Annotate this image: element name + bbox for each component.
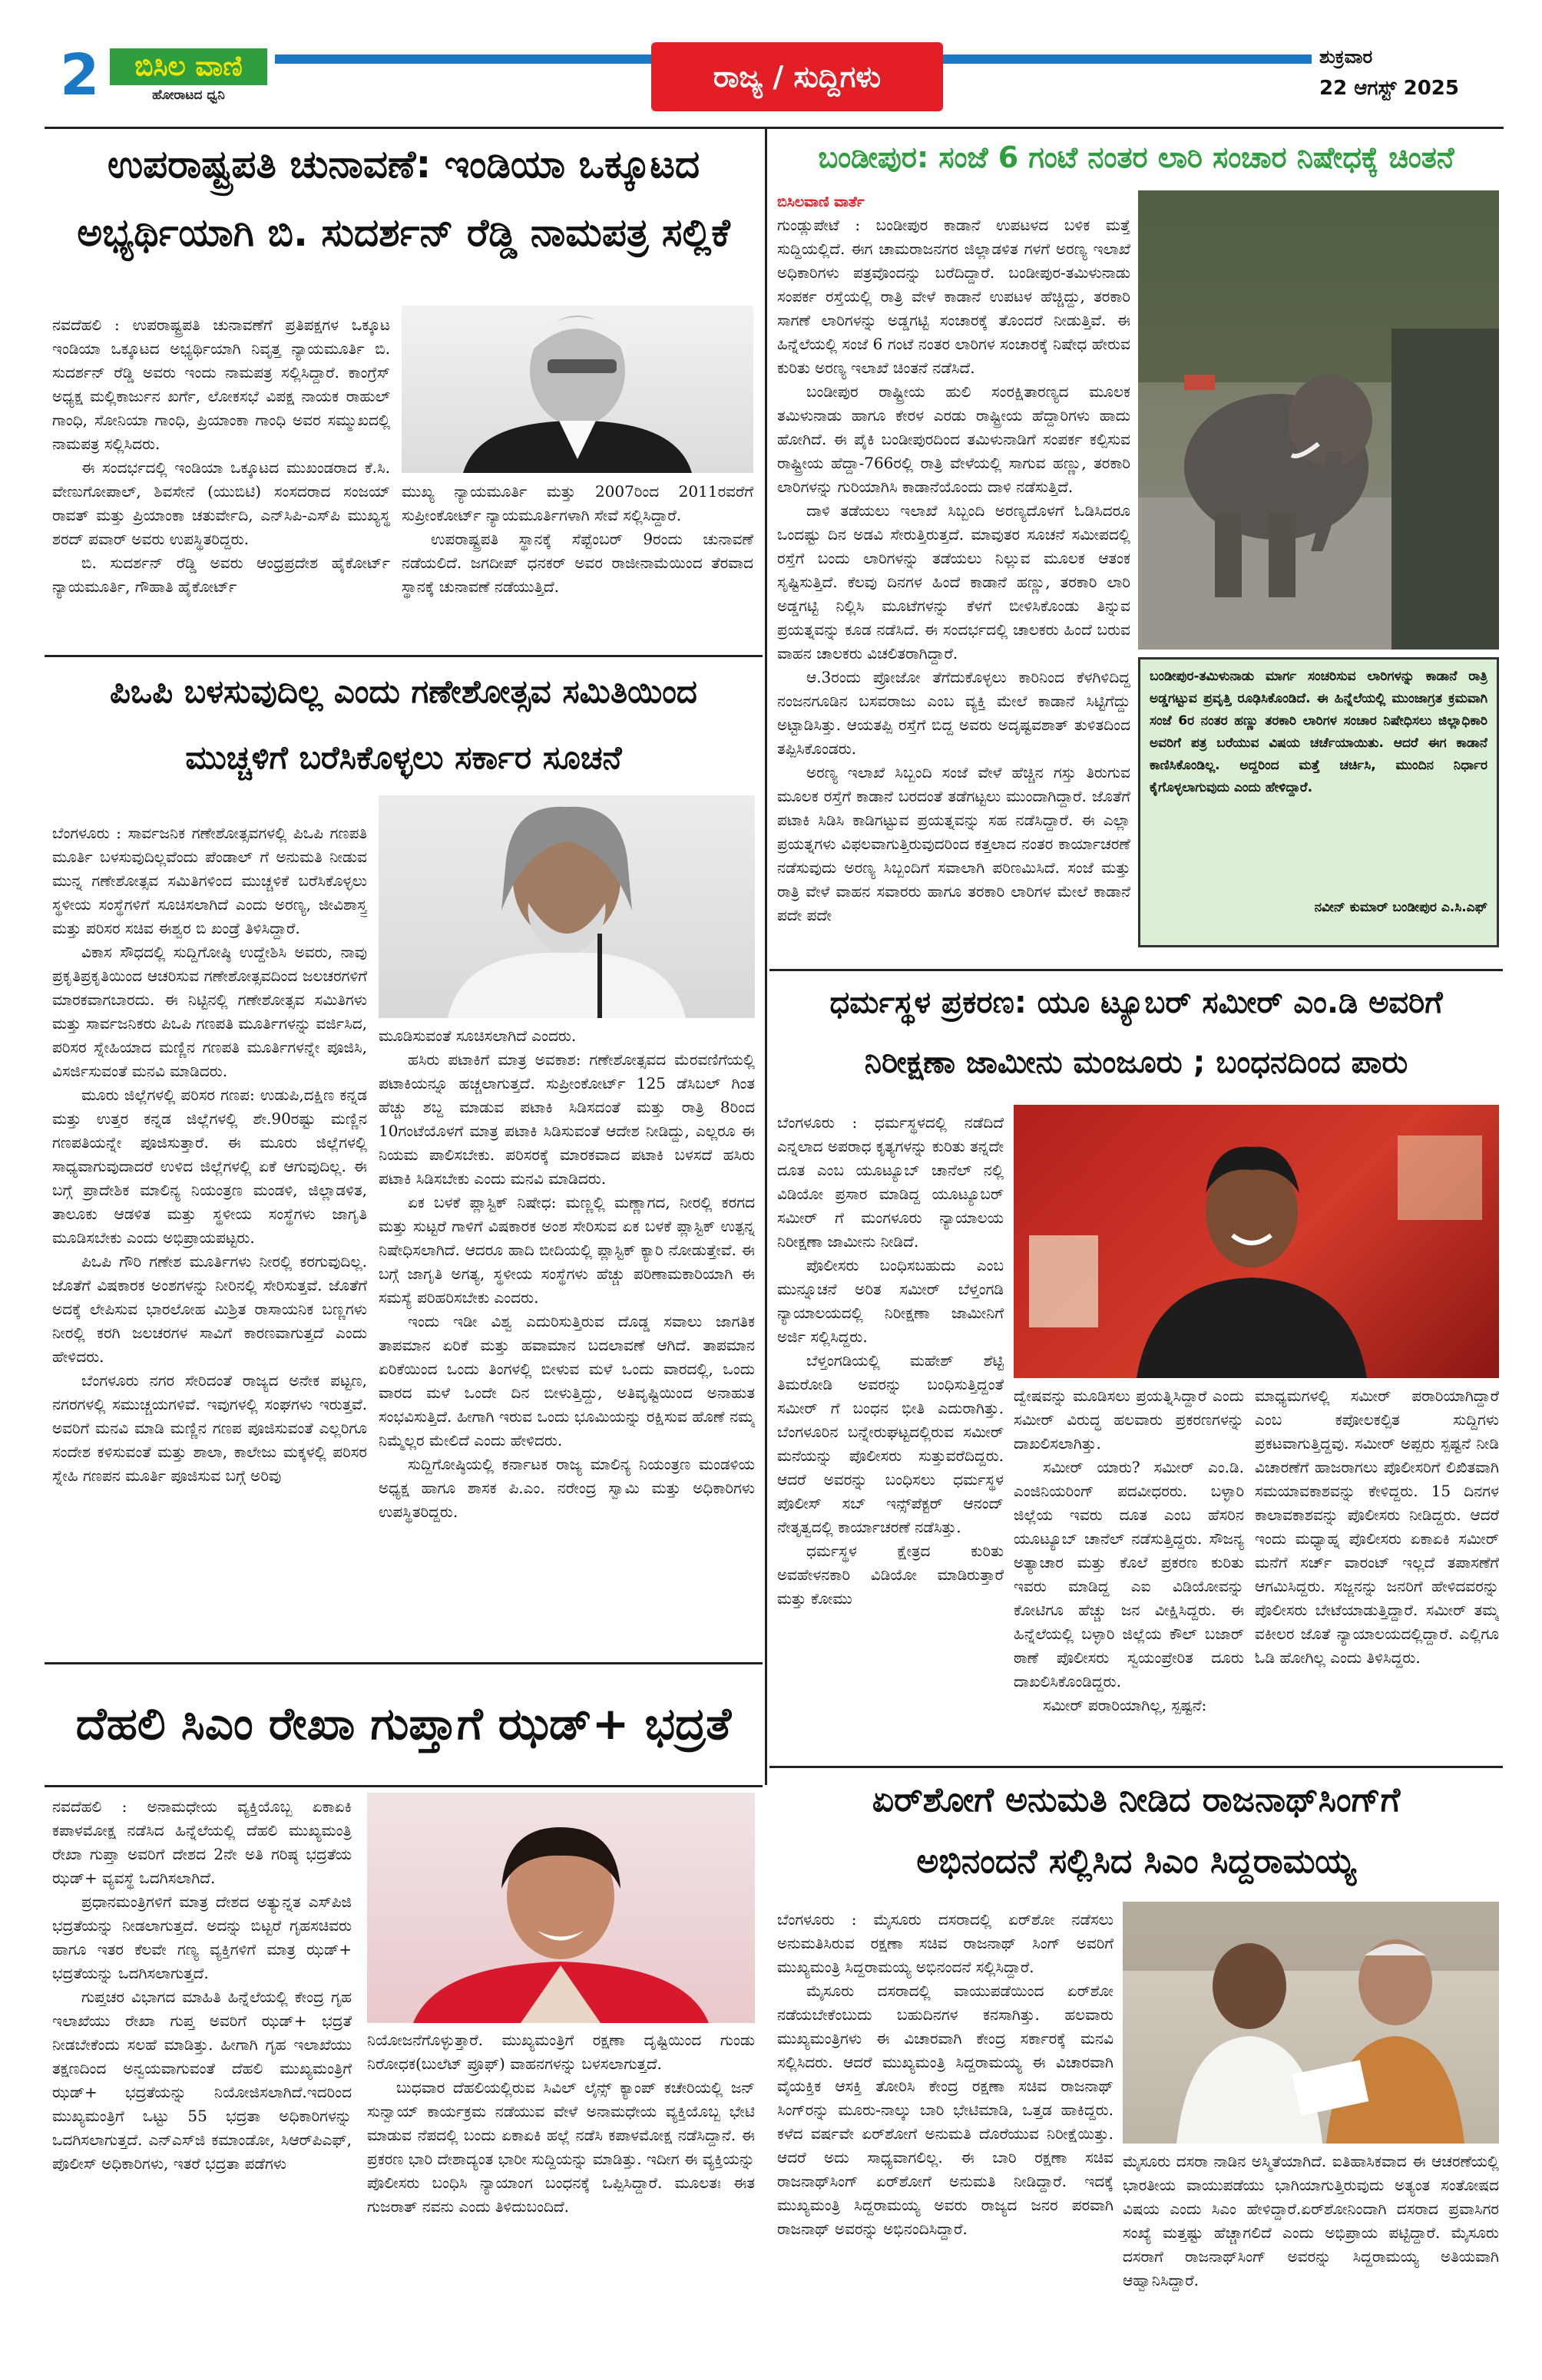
- paragraph: ಗುಂಡ್ಲುಪೇಟೆ : ಬಂಡೀಪುರ ಕಾಡಾನೆ ಉಪಟಳದ ಬಳಿಕ ಮತ್ತೆ ಸುದ್ದಿಯಲ್ಲಿದೆ. ಈಗ ಚಾಮರಾಜನಗರ ಜಿಲ್ಲಾಡಳಿತ ಗಳಗೆ ಅರಣ್ಯ ಇಲಾಖೆ ಅಧಿಕಾರಿಗಳು ಪತ್ರವೊಂದನ್ನು ಬರೆದಿದ್ದಾರೆ. ಬಂಡೀಪುರ-ತಮಿಳುನಾಡು ಸಂಪರ್ಕ ರಸ್ತೆಯಲ್ಲಿ ರಾತ್ರಿ ವೇಳೆ ಕಾಡಾನೆ ಉಪಟಳ ಹೆಚ್ಚಿದ್ದು, ತರಕಾರಿ ಸಾಗಣೆ ಲಾರಿಗಳನ್ನು ಅಡ್ಡಗಟ್ಟಿ ಸಂಚಾರಕ್ಕೆ ತೊಂದರೆ ನೀಡುತ್ತಿವೆ. ಈ ಹಿನ್ನೆಲೆಯಲ್ಲಿ ಸಂಜೆ 6 ಗಂಟೆ ನಂತರ ಲಾರಿಗಳ ಸಂಚಾರಕ್ಕೆ ನಿಷೇಧ ಹೇರುವ ಕುರಿತು ಅರಣ್ಯ ಇಲಾಖೆ ಚಿಂತನೆ ನಡೆಸಿದೆ.: [777, 216, 1130, 377]
- story-ganesha-body: [52, 821, 367, 1658]
- paragraph: ಮೈಸೂರು ದಸರಾ ನಾಡಿನ ಅಸ್ಮಿತೆಯಾಗಿದೆ. ಐತಿಹಾಸಿಕವಾದ ಈ ಆಚರಣೆಯಲ್ಲಿ ಭಾರತೀಯ ವಾಯುಪಡೆಯು ಭಾಗಿಯಾಗುತ್ತಿರುವುದು ಅತ್ಯಂತ ಸಂತೋಷದ ವಿಷಯ ಎಂದು ಸಿಎಂ ಹೇಳಿದ್ದಾರೆ.ಏರ್‌ಶೋನಿಂದಾಗಿ ದಸರಾದ ಪ್ರವಾಸಿಗರ ಸಂಖ್ಯೆ ಮತ್ತಷ್ಟು ಹೆಚ್ಚಾಗಲಿದೆ ಎಂದು ಅಭಿಪ್ರಾಯ ಪಟ್ಟಿದ್ದಾರೆ. ಮೈಸೂರು ದಸರಾಗೆ ರಾಜನಾಥ್‌ಸಿಂಗ್ ಅವರನ್ನು ಸಿದ್ದರಾಮಯ್ಯ ಅತಿಯವಾಗಿ ಆಹ್ವಾನಿಸಿದ್ದಾರೆ.: [1123, 2152, 1499, 2289]
- paragraph: ಮೂಡಿಸುವಂತೆ ಸೂಚಿಸಲಾಗಿದೆ ಎಂದರು.: [379, 1026, 577, 1045]
- paragraph: ನವದೆಹಲಿ : ಅನಾಮಧೇಯ ವ್ಯಕ್ತಿಯೊಬ್ಬ ಏಕಾಏಕಿ ಕಪಾಳಮೋಕ್ಷ ನಡೆಸಿದ ಹಿನ್ನೆಲೆಯಲ್ಲಿ ದೆಹಲಿ ಮುಖ್ಯಮಂತ್ರಿ ರೇಖಾ ಗುಪ್ತಾ ಅವರಿಗೆ ದೇಶದ 2ನೇ ಅತಿ ಗರಿಷ್ಠ ಭದ್ರತೆಯ ಝಡ್+ ವ್ಯವಸ್ಥೆ ಒದಗಿಸಲಾಗಿದೆ.: [52, 1797, 352, 1887]
- headline-bandipur: ಬಂಡೀಪುರ: ಸಂಜೆ 6 ಗಂಟೆ ನಂತರ ಲಾರಿ ಸಂಚಾರ ನಿಷೇಧಕ್ಕೆ ಚಿಂತನೆ: [818, 140, 1454, 174]
- story-vp-election: [45, 131, 763, 653]
- paragraph: ಸಮೀರ್ ಯಾರು? ಸಮೀರ್ ಎಂ.ಡಿ. ಎಂಜಿನಿಯರಿಂಗ್ ಪದವೀಧರರು. ಬಳ್ಳಾರಿ ಜಿಲ್ಲೆಯ ಇವರು ದೂತ ಎಂಬ ಹೆಸರಿನ ಯೂಟ್ಯೂಬ್ ಚಾನೆಲ್ ನಡೆಸುತ್ತಿದ್ದರು. ಸೌಜನ್ಯ ಅತ್ಯಾಚಾರ ಮತ್ತು ಕೊಲೆ ಪ್ರಕರಣ ಕುರಿತು ಇವರು ಮಾಡಿದ್ದ ಎಐ ವಿಡಿಯೋವನ್ನು ಕೋಟಿಗೂ ಹೆಚ್ಚು ಜನ ವೀಕ್ಷಿಸಿದ್ದರು. ಈ ಹಿನ್ನೆಲೆಯಲ್ಲಿ ಬಳ್ಳಾರಿ ಜಿಲ್ಲೆಯ ಕೌಲ್ ಬಜಾರ್ ಠಾಣೆ ಪೊಲೀಸರು ಸ್ವಯಂಪ್ರೇರಿತ ದೂರು ದಾಖಲಿಸಿಕೊಂಡಿದ್ದರು.: [1014, 1458, 1244, 1691]
- divider-h-left-2: [45, 1662, 763, 1664]
- photo-cm-meets-rajnath: [1123, 1902, 1499, 2144]
- story-vp-body: [52, 313, 390, 651]
- portrait-illustration: [367, 1793, 755, 2023]
- paragraph: ಸಮೀರ್ ಪರಾರಿಯಾಗಿಲ್ಲ, ಸ್ಪಷ್ಟನೆ:: [1043, 1696, 1207, 1714]
- story-ganesha-body-cont: [379, 1024, 755, 1658]
- elephant-illustration: [1138, 190, 1499, 650]
- story-dharmasthala-body: [777, 1111, 1004, 1760]
- story-ganesha-pop: [45, 659, 763, 1661]
- paragraph: ಬಿ. ಸುದರ್ಶನ್ ರೆಡ್ಡಿ ಅವರು ಆಂಧ್ರಪ್ರದೇಶ ಹೈಕೋರ್ಟ್ ನ್ಯಾಯಮೂರ್ತಿ, ಗೌಹಾತಿ ಹೈಕೋರ್ಟ್: [52, 554, 390, 596]
- headline-airshow-line2: ಅಭಿನಂದನೆ ಸಲ್ಲಿಸಿದ ಸಿಎಂ ಸಿದ್ದರಾಮಯ್ಯ: [916, 1842, 1356, 1881]
- paragraph: ಪ್ರಧಾನಮಂತ್ರಿಗಳಿಗೆ ಮಾತ್ರ ದೇಶದ ಅತ್ಯುನ್ನತ ಎಸ್‌ಪಿಜಿ ಭದ್ರತೆಯನ್ನು ನೀಡಲಾಗುತ್ತದೆ. ಅದನ್ನು ಬಿಟ್ಟರೆ ಗೃಹಸಚಿವರು ಹಾಗೂ ಇತರ ಕೆಲವೇ ಗಣ್ಯ ವ್ಯಕ್ತಿಗಳಿಗೆ ಮಾತ್ರ ಝಡ್+ ಭದ್ರತೆಯನ್ನು ಒದಗಿಸಲಾಗುತ್ತದೆ.: [52, 1892, 352, 1982]
- photo-rekha-gupta: [367, 1793, 755, 2023]
- headline-dharmasthala-line1: ಧರ್ಮಸ್ಥಳ ಪ್ರಕರಣ: ಯೂ ಟ್ಯೂಬರ್ ಸಮೀರ್ ಎಂ.ಡಿ ಅವರಿಗೆ: [829, 985, 1443, 1020]
- story-bandipur-tail: [1138, 950, 1499, 966]
- portrait-illustration: [402, 306, 753, 473]
- paragraph: ಆ.3ರಂದು ಪ್ರೋಜೋ ತೆಗೆದುಕೊಳ್ಳಲು ಕಾರಿನಿಂದ ಕೆಳಗಿಳಿದಿದ್ದ ನಂಜನಗೂಡಿನ ಬಸವರಾಜು ಎಂಬ ವ್ಯಕ್ತಿ ಮೇಲೆ ಕಾಡಾನೆ ಸಿಟ್ಟಿಗೆದ್ದು ಅಟ್ಟಾಡಿಸಿತ್ತು. ಆಯತಪ್ಪಿ ರಸ್ತೆಗೆ ಬಿದ್ದ ಅವರು ಅದೃಷ್ಟವಶಾತ್ ತುಳಿತದಿಂದ ತಪ್ಪಿಸಿಕೊಂಡರು.: [777, 668, 1130, 758]
- paragraph: ಹಸಿರು ಪಟಾಕಿಗೆ ಮಾತ್ರ ಅವಕಾಶ: ಗಣೇಶೋತ್ಸವದ ಮೆರವಣಿಗೆಯಲ್ಲಿ ಪಟಾಕಿಯನ್ನೂ ಹಚ್ಚಲಾಗುತ್ತದೆ. ಸುಪ್ರೀಂಕೋರ್ಟ್ 125 ಡೆಸಿಬಲ್ ಗಿಂತ ಹೆಚ್ಚು ಶಬ್ದ ಮಾಡುವ ಪಟಾಕಿ ಸಿಡಿಸದಂತೆ ಮತ್ತು ರಾತ್ರಿ 8ರಿಂದ 10ಗಂಟೆಯೊಳಗೆ ಮಾತ್ರ ಪಟಾಕಿ ಸಿಡಿಸುವಂತೆ ಆದೇಶ ನೀಡಿದ್ದು, ಎಲ್ಲರೂ ಈ ನಿಯಮ ಪಾಲಿಸಬೇಕು. ಪರಿಸರಕ್ಕೆ ಮಾರಕವಾದ ಪಟಾಕಿ ಬಳಸದೆ ಹಸಿರು ಪಟಾಕಿ ಸಿಡಿಸಬೇಕು ಎಂದು ಮನವಿ ಮಾಡಿದರು.: [379, 1050, 755, 1188]
- quote-box-text: ಬಂಡೀಪುರ-ತಮಿಳುನಾಡು ಮಾರ್ಗ ಸಂಚರಿಸುವ ಲಾರಿಗಳನ್ನು ಕಾಡಾನೆ ರಾತ್ರಿ ಅಡ್ಡಗಟ್ಟುವ ಪ್ರವೃತ್ತಿ ರೂಢಿಸಿಕೊಂಡಿದೆ. ಈ ಹಿನ್ನೆಲೆಯಲ್ಲಿ ಮುಂಜಾಗ್ರತ ಕ್ರಮವಾಗಿ ಸಂಜೆ 6ರ ನಂತರ ಹಣ್ಣು ತರಕಾರಿ ಲಾರಿಗಳ ಸಂಚಾರ ನಿಷೇಧಿಸಲು ಜಿಲ್ಲಾಧಿಕಾರಿ ಅವರಿಗೆ ಪತ್ರ ಬರೆಯುವ ವಿಷಯ ಚರ್ಚೆಯಾಯಿತು. ಆದರೆ ಈಗ ಕಾಡಾನೆ ಕಾಣಿಸಿಕೊಂಡಿಲ್ಲ. ಅದ್ದರಿಂದ ಮತ್ತೆ ಚರ್ಚಿಸಿ, ಮುಂದಿನ ನಿರ್ಧಾರ ಕೈಗೊಳ್ಳಲಾಗುವುದು ಎಂದು ಹೇಳಿದ್ದಾರೆ.: [1150, 669, 1487, 795]
- page-number: 2: [60, 42, 100, 108]
- photo-elephant-road: [1138, 190, 1499, 650]
- paragraph: ಬೆಂಗಳೂರು : ಧರ್ಮಸ್ಥಳದಲ್ಲಿ ನಡೆದಿದೆ ಎನ್ನಲಾದ ಅಪರಾಧ ಕೃತ್ಯಗಳನ್ನು ಕುರಿತು ತನ್ನದೇ ದೂತ ಎಂಬ ಯೂಟ್ಯೂಬ್ ಚಾನೆಲ್ ನಲ್ಲಿ ವಿಡಿಯೋ ಪ್ರಸಾರ ಮಾಡಿದ್ದ ಯೂಟ್ಯೂಬರ್ ಸಮೀರ್ ಗೆ ಮಂಗಳೂರು ನ್ಯಾಯಾಲಯ ನಿರೀಕ್ಷಣಾ ಜಾಮೀನು ನೀಡಿದೆ.: [777, 1113, 1004, 1251]
- masthead-date-box: [1312, 42, 1504, 108]
- section-title: ರಾಜ್ಯ / ಸುದ್ದಿಗಳು: [713, 60, 882, 94]
- paragraph: ಬೆಳ್ತಂಗಡಿಯಲ್ಲಿ ಮಹೇಶ್ ಶೆಟ್ಟಿ ತಿಮರೋಡಿ ಅವರನ್ನು ಬಂಧಿಸುತ್ತಿದ್ದಂತೆ ಸಮೀರ್ ಗೆ ಬಂಧನ ಭೀತಿ ಎದುರಾಗಿತ್ತು. ಬೆಂಗಳೂರಿನ ಬನ್ನೇರುಘಟ್ಟದಲ್ಲಿರುವ ಸಮೀರ್ ಮನೆಯನ್ನು ಪೊಲೀಸರು ಸುತ್ತುವರೆದಿದ್ದರು. ಆದರೆ ಅವರನ್ನು ಬಂಧಿಸಲು ಧರ್ಮಸ್ಥಳ ಪೊಲೀಸ್ ಸಬ್ ಇನ್ಸ್‌ಪೆಕ್ಟರ್ ಆನಂದ್ ನೇತೃತ್ವದಲ್ಲಿ ಕಾರ್ಯಾಚರಣೆ ನಡೆಸಿತ್ತು.: [777, 1351, 1004, 1536]
- story-rekha-body: [52, 1795, 352, 2355]
- meeting-illustration: [1123, 1902, 1499, 2144]
- paragraph: ಸುದ್ದಿಗೋಷ್ಠಿಯಲ್ಲಿ ಕರ್ನಾಟಕ ರಾಜ್ಯ ಮಾಲಿನ್ಯ ನಿಯಂತ್ರಣ ಮಂಡಳಿಯ ಅಧ್ಯಕ್ಷ ಹಾಗೂ ಶಾಸಕ ಪಿ.ಎಂ. ನರೇಂದ್ರ ಸ್ವಾಮಿ ಮತ್ತು ಅಧಿಕಾರಿಗಳು ಉಪಸ್ಥಿತರಿದ್ದರು.: [379, 1455, 755, 1521]
- paragraph: ಧರ್ಮಸ್ಥಳ ಕ್ಷೇತ್ರದ ಕುರಿತು ಅವಹೇಳನಕಾರಿ ವಿಡಿಯೋ ಮಾಡಿರುತ್ತಾರೆ ಮತ್ತು ಕೋಮು: [777, 1542, 1004, 1608]
- paragraph: ಬುಧವಾರ ದೆಹಲಿಯಲ್ಲಿರುವ ಸಿವಿಲ್ ಲೈನ್ಸ್ ಕ್ಯಾಂಪ್ ಕಚೇರಿಯಲ್ಲಿ ಜನ್ ಸುನ್ವಾಯ್ ಕಾರ್ಯಕ್ರಮ ನಡೆಯುವ ವೇಳೆ ಅನಾಮಧೇಯ ವ್ಯಕ್ತಿಯೊಬ್ಬ ಭೇಟಿ ಮಾಡುವ ನೆಪದಲ್ಲಿ ಬಂದು ಏಕಾಏಕಿ ಹಲ್ಲೆ ನಡೆಸಿ ಕಪಾಳಮೋಕ್ಷ ನಡೆಸಿದ್ದಾನೆ. ಈ ಪ್ರಕರಣ ಭಾರಿ ದೇಶಾದ್ಯಂತ ಭಾರೀ ಸುದ್ದಿಯನ್ನು ಮಾಡಿತ್ತು. ಇದೀಗ ಈ ವ್ಯಕ್ತಿಯನ್ನು ಪೊಲೀಸರು ಬಂಧಿಸಿ ನ್ಯಾಯಾಂಗ ಬಂಧನಕ್ಕೆ ಒಪ್ಪಿಸಿದ್ದಾರೆ. ಮೂಲತಃ ಈತ ಗುಜರಾತ್ ನವನು ಎಂದು ತಿಳಿದುಬಂದಿದೆ.: [367, 2078, 755, 2216]
- paragraph: ವಿಕಾಸ ಸೌಧದಲ್ಲಿ ಸುದ್ದಿಗೋಷ್ಠಿ ಉದ್ದೇಶಿಸಿ ಅವರು, ನಾವು ಪ್ರಕೃತಿಪ್ರಕೃತಿಯಿಂದ ಆಚರಿಸುವ ಗಣೇಶೋತ್ಸವದಿಂದ ಜಲಚರಗಳಿಗೆ ಮಾರಕವಾಗಬಾರದು. ಈ ನಿಟ್ಟಿನಲ್ಲಿ ಗಣೇಶೋತ್ಸವ ಸಮಿತಿಗಳು ಮತ್ತು ಸಾರ್ವಜನಿಕರು ಪಿಒಪಿ ಗಣಪತಿ ಮೂರ್ತಿಗಳನ್ನು ವರ್ಜಿಸಿದ, ಪರಿಸರ ಸ್ನೇಹಿಯಾದ ಮಣ್ಣಿನ ಗಣಪತಿ ಮೂರ್ತಿಗಳನ್ನೇ ಪೂಜಿಸಿ, ವಿಸರ್ಜಿಸುವಂತೆ ಮನವಿ ಮಾಡಿದರು.: [52, 943, 367, 1080]
- paragraph: ಬೆಂಗಳೂರು : ಸಾರ್ವಜನಿಕ ಗಣೇಶೋತ್ಸವಗಳಲ್ಲಿ ಪಿಒಪಿ ಗಣಪತಿ ಮೂರ್ತಿ ಬಳಸುವುದಿಲ್ಲವೆಂದು ಪೆಂಡಾಲ್ ಗೆ ಅನುಮತಿ ನೀಡುವ ಮುನ್ನ ಗಣೇಶೋತ್ಸವ ಸಮಿತಿಗಳಿಂದ ಮುಚ್ಚಳಿಕೆ ಬರೆಸಿಕೊಳ್ಳಲು ಸ್ಥಳೀಯ ಸಂಸ್ಥೆಗಳಿಗೆ ಸೂಚಿಸಲಾಗಿದೆ ಎಂದು ಅರಣ್ಯ, ಜೀವಿಶಾಸ್ತ್ರ ಮತ್ತು ಪರಿಸರ ಸಚಿವ ಈಶ್ವರ ಬಿ ಖಂಡ್ರೆ ತಿಳಿಸಿದ್ದಾರೆ.: [52, 824, 367, 937]
- headline-vp-line1: ಉಪರಾಷ್ಟ್ರಪತಿ ಚುನಾವಣೆ: ಇಂಡಿಯಾ ಒಕ್ಕೂಟದ: [107, 142, 700, 187]
- story-dharmasthala-body-cont2: [1255, 1384, 1499, 1760]
- paragraph: ಬಂಡೀಪುರ ರಾಷ್ಟ್ರೀಯ ಹುಲಿ ಸಂರಕ್ಷಿತಾರಣ್ಯದ ಮೂಲಕ ತಮಿಳುನಾಡು ಹಾಗೂ ಕೇರಳ ಎರಡು ರಾಷ್ಟ್ರೀಯ ಹೆದ್ದಾರಿಗಳು ಹಾದು ಹೋಗಿದೆ. ಈ ಪೈಕಿ ಬಂಡೀಪುರದಿಂದ ತಮಿಳುನಾಡಿಗೆ ಸಂಪರ್ಕ ಕಲ್ಪಿಸುವ ರಾಷ್ಟ್ರೀಯ ಹೆದ್ದಾ-766ರಲ್ಲಿ ರಾತ್ರಿ ವೇಳೆಯಲ್ಲಿ ಸಾಗುವ ಹಣ್ಣು, ತರಕಾರಿ ಲಾರಿಗಳನ್ನು ಗುರಿಯಾಗಿಸಿ ಕಾಡಾನೆಯೊಂದು ದಾಳಿ ನಡೆಸುತ್ತಿದೆ.: [777, 382, 1130, 496]
- photo-sameer-md: [1014, 1105, 1499, 1378]
- portrait-illustration: [379, 795, 755, 1018]
- divider-h-left-1: [45, 655, 763, 657]
- paragraph: ಏಕ ಬಳಕೆ ಪ್ಲಾಸ್ಟಿಕ್ ನಿಷೇಧ: ಮಣ್ಣಲ್ಲಿ ಮಣ್ಣಾಗದ, ನೀರಲ್ಲಿ ಕರಗದ ಮತ್ತು ಸುಟ್ಟರೆ ಗಾಳಿಗೆ ವಿಷಕಾರಕ ಅಂಶ ಸೇರಿಸುವ ಏಕ ಬಳಕೆ ಪ್ಲಾಸ್ಟಿಕ್ ಉತ್ಪನ್ನ ನಿಷೇಧಿಸಲಾಗಿದೆ. ಆದರೂ ಹಾದಿ ಬೀದಿಯಲ್ಲಿ ಪ್ಲಾಸ್ಟಿಕ್ ಕ್ಯಾರಿ ನೋಡುತ್ತೇವೆ. ಈ ಬಗ್ಗೆ ಜಾಗೃತಿ ಅಗತ್ಯ, ಸ್ಥಳೀಯ ಸಂಸ್ಥೆಗಳು ಹೆಚ್ಚು ಪರಿಣಾಮಕಾರಿಯಾಗಿ ಈ ಸಮಸ್ಯೆ ಪರಿಹರಿಸಬೇಕು ಎಂದರು.: [379, 1193, 755, 1307]
- divider-vertical-center: [765, 129, 767, 1785]
- story-airshow-body-cont: [1123, 2150, 1499, 2359]
- story-dharmasthala-body-cont: [1014, 1384, 1244, 1760]
- portrait-illustration: [1014, 1105, 1499, 1378]
- paragraph: ಮೂರು ಜಿಲ್ಲೆಗಳಲ್ಲಿ ಪರಿಸರ ಗಣಪ: ಉಡುಪಿ,ದಕ್ಷಿಣ ಕನ್ನಡ ಮತ್ತು ಉತ್ತರ ಕನ್ನಡ ಜಿಲ್ಲೆಗಳಲ್ಲಿ ಶೇ.90ರಷ್ಟು ಮಣ್ಣಿನ ಗಣಪತಿಯನ್ನೇ ಪೂಜಿಸುತ್ತಾರೆ. ಈ ಮೂರು ಜಿಲ್ಲೆಗಳಲ್ಲಿ ಸಾಧ್ಯವಾಗುವುದಾದರೆ ಉಳಿದ ಜಿಲ್ಲೆಗಳಲ್ಲಿ ಏಕೆ ಆಗುವುದಿಲ್ಲ. ಈ ಬಗ್ಗೆ ಪ್ರಾದೇಶಿಕ ಮಾಲಿನ್ಯ ನಿಯಂತ್ರಣ ಮಂಡಳಿ, ಜಿಲ್ಲಾಡಳಿತ, ತಾಲೂಕು ಆಡಳಿತ ಮತ್ತು ಸ್ಥಳೀಯ ಸಂಸ್ಥೆಗಳು ಜಾಗೃತಿ ಮೂಡಿಸಬೇಕು ಎಂದು ಅಭಿಪ್ರಾಯಪಟ್ಟರು.: [52, 1086, 367, 1247]
- story-bandipur-body: [777, 213, 1130, 966]
- divider-h-right-2: [769, 1766, 1503, 1768]
- headline-airshow-line1: ಏರ್‌ಶೋಗೆ ಅನುಮತಿ ನೀಡಿದ ರಾಜನಾಥ್‌ಸಿಂಗ್‌ಗೆ: [872, 1780, 1401, 1820]
- paragraph: ಪಿಒಪಿ ಗೌರಿ ಗಣೇಶ ಮೂರ್ತಿಗಳು ನೀರಲ್ಲಿ ಕರಗುವುದಿಲ್ಲ. ಜೊತೆಗೆ ವಿಷಕಾರಕ ಅಂಶಗಳನ್ನು ನೀರಿನಲ್ಲಿ ಸೇರಿಸುತ್ತವೆ. ಜೊತೆಗೆ ಅದಕ್ಕೆ ಲೇಪಿಸುವ ಭಾರಲೋಹ ಮಿಶ್ರಿತ ರಾಸಾಯನಿಕ ಬಣ್ಣಗಳು ನೀರಲ್ಲಿ ಕರಗಿ ಜಲಚರಗಳ ಸಾವಿಗೆ ಕಾರಣವಾಗುತ್ತದೆ ಎಂದು ಹೇಳಿದರು.: [52, 1252, 367, 1366]
- paragraph: ಬೆಂಗಳೂರು : ಮೈಸೂರು ದಸರಾದಲ್ಲಿ ಏರ್‌ಶೋ ನಡೆಸಲು ಅನುಮತಿಸಿರುವ ರಕ್ಷಣಾ ಸಚಿವ ರಾಜನಾಥ್ ಸಿಂಗ್ ಅವರಿಗೆ ಮುಖ್ಯಮಂತ್ರಿ ಸಿದ್ದರಾಮಯ್ಯ ಅಭಿನಂದನೆ ಸಲ್ಲಿಸಿದ್ದಾರೆ.: [777, 1910, 1113, 1976]
- headline-vp-line2: ಅಭ್ಯರ್ಥಿಯಾಗಿ ಬಿ. ಸುದರ್ಶನ್ ರೆಡ್ಡಿ ನಾಮಪತ್ರ ಸಲ್ಲಿಕೆ: [77, 210, 730, 255]
- paragraph: ನವದೆಹಲಿ : ಉಪರಾಷ್ಟ್ರಪತಿ ಚುನಾವಣೆಗೆ ಪ್ರತಿಪಕ್ಷಗಳ ಒಕ್ಕೂಟ ಇಂಡಿಯಾ ಒಕ್ಕೂಟದ ಅಭ್ಯರ್ಥಿಯಾಗಿ ನಿವೃತ್ತ ನ್ಯಾಯಮೂರ್ತಿ ಬಿ. ಸುದರ್ಶನ್ ರೆಡ್ಡಿ ಅವರು ಇಂದು ನಾಮಪತ್ರ ಸಲ್ಲಿಸಿದ್ದಾರೆ. ಕಾಂಗ್ರೆಸ್ ಅಧ್ಯಕ್ಷ ಮಲ್ಲಿಕಾರ್ಜುನ ಖರ್ಗೆ, ಲೋಕಸಭೆ ವಿಪಕ್ಷ ನಾಯಕ ರಾಹುಲ್ ಗಾಂಧಿ, ಸೋನಿಯಾ ಗಾಂಧಿ, ಪ್ರಿಯಾಂಕಾ ಗಾಂಧಿ ಅವರ ಸಮ್ಮುಖದಲ್ಲಿ ನಾಮಪತ್ರ ಸಲ್ಲಿಸಿದರು.: [52, 316, 390, 453]
- story-airshow: [769, 1770, 1503, 2361]
- quote-box-acf: [1138, 657, 1499, 947]
- paragraph: ಮೈಸೂರು ದಸರಾದಲ್ಲಿ ವಾಯುಪಡೆಯಿಂದ ಏರ್‌ಶೋ ನಡೆಯಬೇಕೆಂಬುದು ಬಹುದಿನಗಳ ಕನಸಾಗಿತ್ತು. ಹಲವಾರು ಮುಖ್ಯಮಂತ್ರಿಗಳು ಈ ವಿಚಾರವಾಗಿ ಕೇಂದ್ರ ಸರ್ಕಾರಕ್ಕೆ ಮನವಿ ಸಲ್ಲಿಸಿದರು. ಆದರೆ ಮುಖ್ಯಮಂತ್ರಿ ಸಿದ್ದರಾಮಯ್ಯ ಈ ವಿಚಾರವಾಗಿ ವೈಯಕ್ತಿಕ ಆಸಕ್ತಿ ತೋರಿಸಿ ಕೇಂದ್ರ ರಕ್ಷಣಾ ಸಚಿವ ರಾಜನಾಥ್ ಸಿಂಗ್‌ರನ್ನು ಮೂರು-ನಾಲ್ಕು ಬಾರಿ ಭೇಟಿಮಾಡಿ, ಒತ್ತಡ ಹಾಕಿದ್ದರು. ಕಳೆದ ವರ್ಷವೇ ಏರ್‌ಶೋಗೆ ಅನುಮತಿ ದೊರೆಯುವ ನಿರೀಕ್ಷೆಯಿತ್ತು. ಆದರೆ ಅದು ಸಾಧ್ಯವಾಗಲಿಲ್ಲ. ಈ ಬಾರಿ ರಕ್ಷಣಾ ಸಚಿವ ರಾಜನಾಥ್‌ಸಿಂಗ್ ಏರ್‌ಶೋಗೆ ಅನುಮತಿ ನೀಡಿದ್ದಾರೆ. ಇದಕ್ಕೆ ಮುಖ್ಯಮಂತ್ರಿ ಸಿದ್ದರಾಮಯ್ಯ ಅವರು ರಾಜ್ಯದ ಜನರ ಪರವಾಗಿ ರಾಜನಾಥ್ ಅವರನ್ನು ಅಭಿನಂದಿಸಿದ್ದಾರೆ.: [777, 1982, 1113, 2238]
- story-dharmasthala: [769, 973, 1503, 1764]
- story-airshow-body: [777, 1908, 1113, 2359]
- paragraph: ಬೆಂಗಳೂರು ನಗರ ಸೇರಿದಂತೆ ರಾಜ್ಯದ ಅನೇಕ ಪಟ್ಟಣ, ನಗರಗಳಲ್ಲಿ ಸಮುಚ್ಚಯಗಳಿವೆ. ಇವುಗಳಲ್ಲಿ ಸಂಘಗಳು ಇರುತ್ತವೆ. ಅವರಿಗೆ ಮನವಿ ಮಾಡಿ ಮಣ್ಣಿನ ಗಣಪ ಪೂಜಿಸುವಂತೆ ಎಲ್ಲರಿಗೂ ಸಂದೇಶ ಕಳಿಸುವಂತೆ ಮತ್ತು ಶಾಲಾ, ಕಾಲೇಜು ಮಕ್ಕಳಲ್ಲಿ ಪರಿಸರ ಸ್ನೇಹಿ ಗಣಪನ ಮೂರ್ತಿ ಪೂಜಿಸುವ ಬಗ್ಗೆ ಅರಿವು: [52, 1371, 367, 1485]
- section-banner: [651, 42, 943, 111]
- headline-ganesha-line1: ಪಿಒಪಿ ಬಳಸುವುದಿಲ್ಲ ಎಂದು ಗಣೇಶೋತ್ಸವ ಸಮಿತಿಯಿಂದ: [110, 673, 697, 710]
- paragraph: ಈ ಸಂದರ್ಭದಲ್ಲಿ ಇಂಡಿಯಾ ಒಕ್ಕೂಟದ ಮುಖಂಡರಾದ ಕೆ.ಸಿ. ವೇಣುಗೋಪಾಲ್, ಶಿವಸೇನೆ (ಯುಬಿಟಿ) ಸಂಸದರಾದ ಸಂಜಯ್ ರಾವತ್ ಮತ್ತು ಪ್ರಿಯಾಂಕಾ ಚತುರ್ವೇದಿ, ಎನ್‌ಸಿಪಿ-ಎಸ್‌ಪಿ ಮುಖ್ಯಸ್ಥ ಶರದ್ ಪವಾರ್ ಅವರು ಉಪಸ್ಥಿತರಿದ್ದರು.: [52, 458, 390, 548]
- divider-h-right-1: [769, 969, 1503, 971]
- paragraph: ಉಪರಾಷ್ಟ್ರಪತಿ ಸ್ಥಾನಕ್ಕೆ ಸೆಪ್ಟೆಂಬರ್ 9ರಂದು ಚುನಾವಣೆ ನಡೆಯಲಿದೆ. ಜಗದೀಪ್ ಧನಕರ್ ಅವರ ರಾಜೀನಾಮೆಯಿಂದ ತೆರವಾದ ಸ್ಥಾನಕ್ಕೆ ಚುನಾವಣೆ ನಡೆಯುತ್ತಿದೆ.: [402, 530, 753, 596]
- paragraph: ಮಾಧ್ಯಮಗಳಲ್ಲಿ ಸಮೀರ್ ಪರಾರಿಯಾಗಿದ್ದಾರೆ ಎಂಬ ಕಪೋಲಕಲ್ಪಿತ ಸುದ್ದಿಗಳು ಪ್ರಕಟವಾಗುತ್ತಿದ್ದವು. ಸಮೀರ್ ಅಪ್ಪರು ಸ್ಪಷ್ಟನೆ ನೀಡಿ ವಿಚಾರಣೆಗೆ ಹಾಜರಾಗಲು ಪೊಲೀಸರಿಗೆ ಲಿಖಿತವಾಗಿ ಸಮಯಾವಕಾಶವನ್ನು ಕೇಳಿದ್ದರು. 15 ದಿನಗಳ ಕಾಲಾವಕಾಶವನ್ನು ಪೊಲೀಸರು ನೀಡಿದ್ದರು. ಆದರೆ ಇಂದು ಮಧ್ಯಾಹ್ನ ಪೊಲೀಸರು ಏಕಾಏಕಿ ಸಮೀರ್ ಮನೆಗೆ ಸರ್ಚ್ ವಾರಂಟ್ ಇಲ್ಲದೆ ತಪಾಸಣೆಗೆ ಆಗಮಿಸಿದ್ದರು. ಸಜ್ಜನನ್ನು ಜನರಿಗೆ ಹೇಳಿದವರನ್ನು ಪೊಲೀಸರು ಬೇಟೆಯಾಡುತ್ತಿದ್ದಾರೆ. ಸಮೀರ್ ತಮ್ಮ ವಕೀಲರ ಜೊತೆ ನ್ಯಾಯಾಲಯದಲ್ಲಿದ್ದಾರೆ. ಎಲ್ಲಿಗೂ ಓಡಿ ಹೋಗಿಲ್ಲ ಎಂದು ತಿಳಿಸಿದ್ದರು.: [1255, 1387, 1499, 1667]
- story-vp-body-cont: [402, 480, 753, 653]
- masthead: [45, 42, 1504, 115]
- divider-top: [45, 127, 1504, 129]
- photo-sudershan-reddy: [402, 306, 753, 473]
- paper-tagline: ಹೋರಾಟದ ಧ್ವನಿ: [152, 88, 225, 103]
- issue-day: ಶುಕ್ರವಾರ: [1319, 46, 1373, 68]
- story-bandipur: [769, 131, 1503, 967]
- headline-rekha-gupta: ದೆಹಲಿ ಸಿಎಂ ರೇಖಾ ಗುಪ್ತಾಗೆ ಝಡ್+ ಭದ್ರತೆ: [75, 1697, 732, 1750]
- paragraph: ಗುಪ್ತಚರ ವಿಭಾಗದ ಮಾಹಿತಿ ಹಿನ್ನೆಲೆಯಲ್ಲಿ ಕೇಂದ್ರ ಗೃಹ ಇಲಾಖೆಯು ರೇಖಾ ಗುಪ್ತ ಅವರಿಗೆ ಝಡ್+ ಭದ್ರತೆ ನೀಡಬೇಕೆಂದು ಸಲಹೆ ಮಾಡಿತ್ತು. ಹೀಗಾಗಿ ಗೃಹ ಇಲಾಖೆಯು ತಕ್ಷಣದಿಂದ ಅನ್ವಯವಾಗುವಂತೆ ದೆಹಲಿ ಮುಖ್ಯಮಂತ್ರಿಗೆ ಝಡ್+ ಭದ್ರತೆಯನ್ನು ನಿಯೋಜಿಸಲಾಗಿದೆ.ಇದರಿಂದ ಮುಖ್ಯಮಂತ್ರಿಗೆ ಒಟ್ಟು 55 ಭದ್ರತಾ ಅಧಿಕಾರಿಗಳನ್ನು ಒದಗಿಸಲಾಗುತ್ತದೆ. ಎನ್‌ಎಸ್‌ಜಿ ಕಮಾಂಡೋ, ಸಿಆರ್‌ಪಿಎಫ್, ಪೊಲೀಸ್ ಅಧಿಕಾರಿಗಳು, ಇತರೆ ಭದ್ರತಾ ಪಡೆಗಳು: [52, 1988, 352, 2173]
- story-rekha-gupta: [45, 1666, 763, 2357]
- byline-bandipur: ಬಿಸಿಲವಾಣಿ ವಾರ್ತೆ: [777, 193, 865, 210]
- photo-eshwar-khandre: [379, 795, 755, 1018]
- paper-name: ಬಿಸಿಲ ವಾಣಿ: [110, 48, 267, 85]
- story-rekha-body-cont: [367, 2028, 755, 2355]
- paragraph: [1138, 950, 1499, 951]
- paragraph: ಮುಖ್ಯ ನ್ಯಾಯಮೂರ್ತಿ ಮತ್ತು 2007ರಿಂದ 2011ರವರೆಗೆ ಸುಪ್ರೀಂಕೋರ್ಟ್ ನ್ಯಾಯಮೂರ್ತಿಗಳಾಗಿ ಸೇವೆ ಸಲ್ಲಿಸಿದ್ದಾರೆ.: [402, 482, 753, 524]
- paragraph: ದಾಳಿ ತಡೆಯಲು ಇಲಾಖೆ ಸಿಬ್ಬಂದಿ ಅರಣ್ಯದೊಳಗೆ ಓಡಿಸಿದರೂ ಒಂದಷ್ಟು ದಿನ ಅಡವಿ ಸೇರುತ್ತಿರುತ್ತದೆ. ಮಾವುತರ ಸೂಚನೆ ಸಮೀಪದಲ್ಲಿ ರಸ್ತೆಗೆ ಬಂದು ಲಾರಿಗಳನ್ನು ತಡೆಯಲು ನಿಲ್ಲುವ ಮೂಲಕ ಆತಂಕ ಸೃಷ್ಟಿಸುತ್ತಿದೆ. ಕೆಲವು ದಿನಗಳ ಹಿಂದೆ ಕಾಡಾನೆ ಹಣ್ಣು, ತರಕಾರಿ ಲಾರಿ ಅಡ್ಡಗಟ್ಟಿ ನಿಲ್ಲಿಸಿ ಮೂಟೆಗಳನ್ನು ಕೆಳಗೆ ಬೀಳಿಸಿಕೊಂಡು ತಿನ್ನುವ ಪ್ರಯತ್ನವನ್ನು ಕೂಡ ನಡೆಸಿದೆ. ಈ ಸಂದರ್ಭದಲ್ಲಿ ಚಾಲಕರು ಹಿಂದೆ ಬರುವ ವಾಹನ ಚಾಲಕರು ವಿಚಲಿತರಾಗಿದ್ದಾರೆ.: [777, 501, 1130, 663]
- paragraph: ಅರಣ್ಯ ಇಲಾಖೆ ಸಿಬ್ಬಂದಿ ಸಂಜೆ ವೇಳೆ ಹೆಚ್ಚಿನ ಗಸ್ತು ತಿರುಗುವ ಮೂಲಕ ರಸ್ತೆಗೆ ಕಾಡಾನೆ ಬರದಂತೆ ತಡೆಗಟ್ಟಲು ಮುಂದಾಗಿದ್ದಾರೆ. ಜೊತೆಗೆ ಪಟಾಕಿ ಸಿಡಿಸಿ ಕಾಡಿಗಟ್ಟುವ ಪ್ರಯತ್ನವನ್ನು ಸಹ ನಡೆಸಿದ್ದಾರೆ. ಈ ಎಲ್ಲಾ ಪ್ರಯತ್ನಗಳು ವಿಫಲವಾಗುತ್ತಿರುವುದರಿಂದ ಕತ್ತಲಾದ ನಂತರ ಕಾರ್ಯಾಚರಣೆ ನಡೆಸುವುದು ಅರಣ್ಯ ಸಿಬ್ಬಂದಿಗೆ ಸವಾಲಾಗಿ ಪರಿಣಮಿಸಿದೆ. ಸಂಜೆ ಮತ್ತು ರಾತ್ರಿ ವೇಳೆ ವಾಹನ ಸವಾರರು ಹಾಗೂ ತರಕಾರಿ ಲಾರಿಗಳ ಮೇಲೆ ಕಾಡಾನೆ ಪದೇ ಪದೇ: [777, 763, 1130, 924]
- paragraph: ನಿಯೋಜನೆಗೊಳ್ಳುತ್ತಾರೆ. ಮುಖ್ಯಮಂತ್ರಿಗೆ ರಕ್ಷಣಾ ದೃಷ್ಟಿಯಿಂದ ಗುಂಡು ನಿರೋಧಕ(ಬುಲೆಟ್ ಪ್ರೂಫ್) ವಾಹನಗಳನ್ನು ಬಳಸಲಾಗುತ್ತದೆ.: [367, 2031, 755, 2073]
- paragraph: ದ್ವೇಷವನ್ನು ಮೂಡಿಸಲು ಪ್ರಯತ್ನಿಸಿದ್ದಾರೆ ಎಂದು ಸಮೀರ್ ವಿರುದ್ಧ ಹಲವಾರು ಪ್ರಕರಣಗಳನ್ನು ದಾಖಲಿಸಲಾಗಿತ್ತು.: [1014, 1387, 1244, 1453]
- headline-dharmasthala-line2: ನಿರೀಕ್ಷಣಾ ಜಾಮೀನು ಮಂಜೂರು ; ಬಂಧನದಿಂದ ಪಾರು: [864, 1045, 1408, 1080]
- quote-box-signature: ನವೀನ್ ಕುಮಾರ್ ಬಂಡೀಪುರ ಎ.ಸಿ.ಎಫ್: [1314, 900, 1487, 915]
- paragraph: ಇಂದು ಇಡೀ ವಿಶ್ವ ಎದುರಿಸುತ್ತಿರುವ ದೊಡ್ಡ ಸವಾಲು ಜಾಗತಿಕ ತಾಪಮಾನ ಏರಿಕೆ ಮತ್ತು ಹವಾಮಾನ ಬದಲಾವಣೆ ಆಗಿದೆ. ತಾಪಮಾನ ಏರಿಕೆಯಿಂದ ಒಂದು ತಿಂಗಳಲ್ಲಿ ಬೀಳುವ ಮಳೆ ಒಂದು ವಾರದಲ್ಲಿ, ಒಂದು ವಾರದ ಮಳೆ ಒಂದೇ ದಿನ ಬೀಳುತ್ತಿದ್ದು, ಅತಿವೃಷ್ಟಿಯಿಂದ ಅನಾಹುತ ಸಂಭವಿಸುತ್ತಿದೆ. ಹೀಗಾಗಿ ಇರುವ ಒಂದು ಭೂಮಿಯನ್ನು ರಕ್ಷಿಸುವ ಹೊಣೆ ನಮ್ಮ ನಿಮ್ಮೆಲ್ಲರ ಮೇಲಿದೆ ಎಂದು ಹೇಳಿದರು.: [379, 1312, 755, 1449]
- masthead-logo-box: [45, 42, 275, 108]
- issue-date: 22 ಆಗಸ್ಟ್ 2025: [1319, 77, 1459, 100]
- paragraph: ಪೊಲೀಸರು ಬಂಧಿಸಬಹುದು ಎಂಬ ಮುನ್ನೂಚನೆ ಅರಿತ ಸಮೀರ್ ಬೆಳ್ತಂಗಡಿ ನ್ಯಾಯಾಲಯದಲ್ಲಿ ನಿರೀಕ್ಷಣಾ ಜಾಮೀನಿಗೆ ಅರ್ಜಿ ಸಲ್ಲಿಸಿದ್ದರು.: [777, 1256, 1004, 1346]
- headline-ganesha-line2: ಮುಚ್ಚಳಿಗೆ ಬರೆಸಿಕೊಳ್ಳಲು ಸರ್ಕಾರ ಸೂಚನೆ: [185, 739, 622, 776]
